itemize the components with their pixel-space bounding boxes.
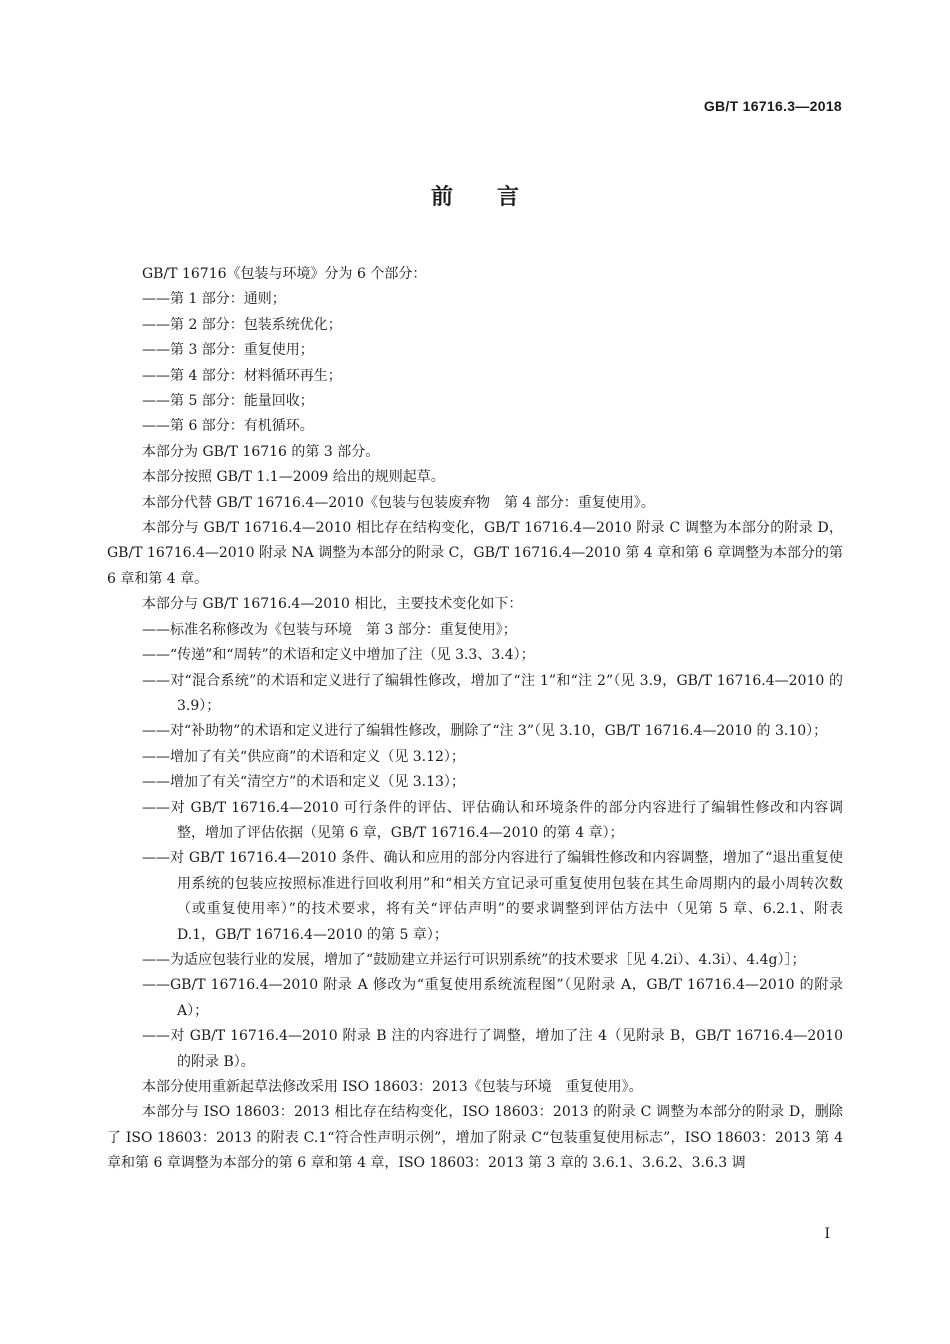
- paragraph: 本部分按照 GB/T 1.1—2009 给出的规则起草。: [142, 469, 445, 486]
- page-number: I: [824, 1226, 830, 1242]
- document-body: [107, 262, 843, 1177]
- paragraph: 本部分与 GB/T 16716.4—2010 相比存在结构变化，GB/T 16716.4—2010 附录 C 调整为本部分的附录 D，GB/T 16716.4—2010 附录 NA 调整为本部分的附录 C，GB/T 16716.4—2010 第 4 章和第 6 章调整为本部分的第 6 章和第 4 章。: [107, 520, 843, 587]
- paragraph: 本部分使用重新起草法修改采用 ISO 18603：2013《包装与环境 重复使用》。: [142, 1079, 643, 1095]
- list-item: ——增加了有关“供应商”的术语和定义（见 3.12）；: [142, 748, 465, 765]
- list-item: ——第 5 部分：能量回收；: [142, 393, 314, 410]
- list-item: ——增加了有关“清空方”的术语和定义（见 3.13）；: [142, 774, 465, 791]
- list-item: ——对 GB/T 16716.4—2010 可行条件的评估、评估确认和环境条件的部分内容进行了编辑性修改和内容调整，增加了评估依据（见第 6 章，GB/T 16716.4—2010 的第 4 章）；: [142, 799, 843, 841]
- paragraph: 本部分为 GB/T 16716 的第 3 部分。: [142, 443, 380, 460]
- paragraph: 本部分代替 GB/T 16716.4—2010《包装与包装废弃物 第 4 部分：重复使用》。: [142, 494, 655, 511]
- list-item: ——对 GB/T 16716.4—2010 条件、确认和应用的部分内容进行了编辑性修改和内容调整，增加了“退出重复使用系统的包装应按照标准进行回收利用”和“相关方宜记录可重复使用包装在其生命周期内的最小周转次数（或重复使用率）”的技术要求，将有关“评估声明”的要求调整到评估方法中（见第 5 章、6.2.1、附表 D.1，GB/T 16716.4—2010 的第 5 章）；: [142, 850, 843, 943]
- page-title: 前言: [430, 185, 563, 210]
- list-item: ——对“混合系统”的术语和定义进行了编辑性修改，增加了“注 1”和“注 2”（见 3.9，GB/T 16716.4—2010 的 3.9）；: [142, 672, 843, 714]
- list-item: ——对“补助物”的术语和定义进行了编辑性修改，删除了“注 3”（见 3.10，GB/T 16716.4—2010 的 3.10）；: [142, 723, 828, 740]
- list-item: ——为适应包装行业的发展，增加了“鼓励建立并运行可识别系统”的技术要求［见 4.2i）、4.3i）、4.4g）］；: [142, 951, 806, 968]
- list-item: ——第 2 部分：包装系统优化；: [142, 316, 342, 333]
- paragraph: GB/T 16716《包装与环境》分为 6 个部分：: [142, 266, 427, 282]
- list-item: ——标准名称修改为《包装与环境 第 3 部分：重复使用》；: [142, 621, 517, 638]
- list-item: ——第 1 部分：通则；: [142, 291, 286, 308]
- list-item: ——第 6 部分：有机循环。: [142, 418, 314, 435]
- paragraph: 本部分与 GB/T 16716.4—2010 相比，主要技术变化如下：: [142, 596, 523, 613]
- list-item: ——第 3 部分：重复使用；: [142, 342, 314, 359]
- paragraph: 本部分与 ISO 18603：2013 相比存在结构变化，ISO 18603：2013 的附录 C 调整为本部分的附录 D，删除了 ISO 18603：2013 的附表 C.1“符合性声明示例”，增加了附录 C“包装重复使用标志”，ISO 18603：2013 第 4 章和第 6 章调整为本部分的第 6 章和第 4 章，ISO 18603：2013 第 3 章的 3.6.1、3.6.2、3.6.3 调: [107, 1104, 843, 1172]
- list-item: ——第 4 部分：材料循环再生；: [142, 367, 342, 384]
- list-item: ——GB/T 16716.4—2010 附录 A 修改为“重复使用系统流程图”（见附录 A，GB/T 16716.4—2010 的附录 A）；: [142, 977, 843, 1019]
- list-item: ——“传递”和“周转”的术语和定义中增加了注（见 3.3、3.4）；: [142, 647, 535, 664]
- standard-number: GB/T 16716.3—2018: [703, 98, 842, 114]
- list-item: ——对 GB/T 16716.4—2010 附录 B 注的内容进行了调整，增加了注 4（见附录 B，GB/T 16716.4—2010 的附录 B）。: [142, 1028, 843, 1070]
